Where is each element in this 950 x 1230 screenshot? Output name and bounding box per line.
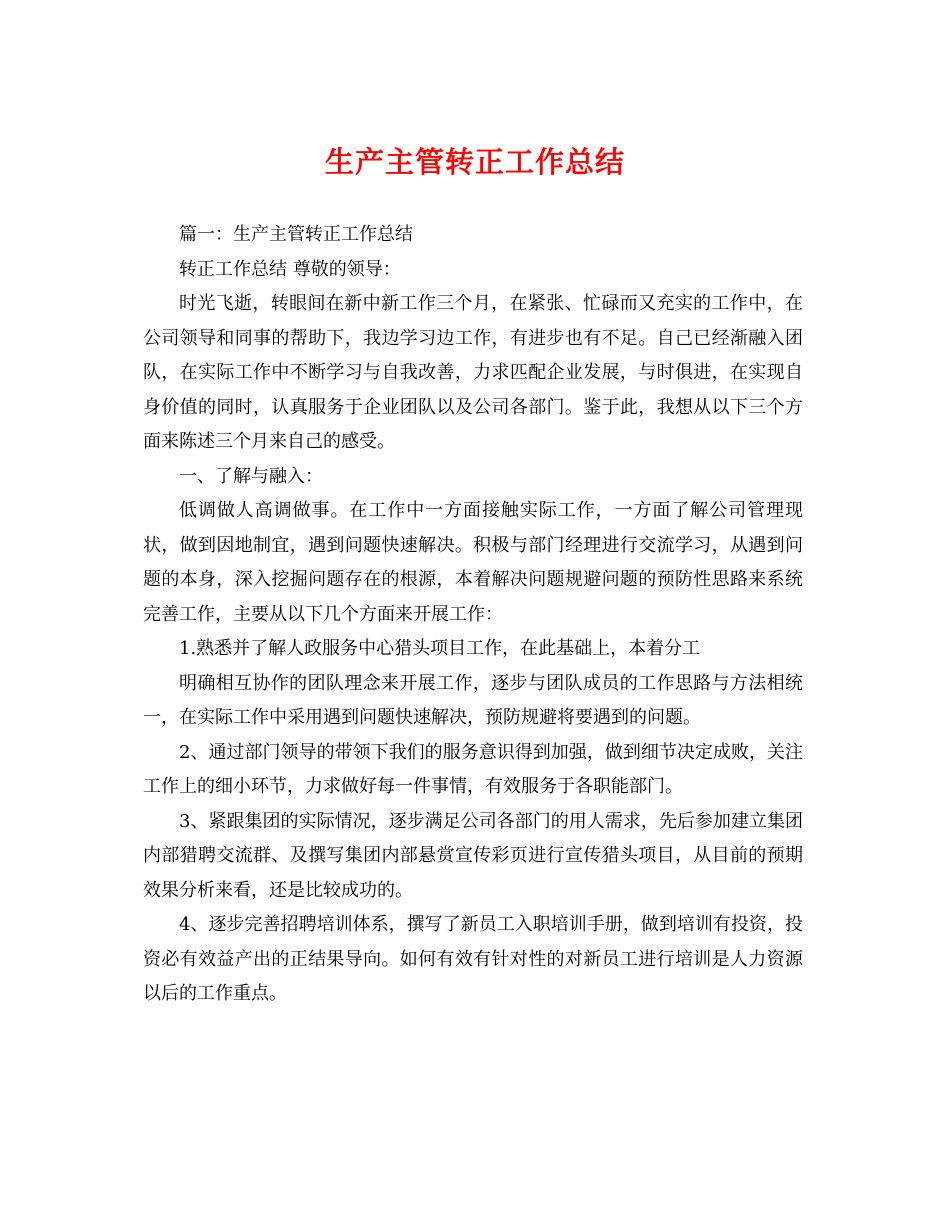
paragraph-item-3: 3、紧跟集团的实际情况，逐步满足公司各部门的用人需求，先后参加建立集团内部猎聘交流群、及撰写集团内部悬赏宣传彩页进行宣传猎头项目，从目前的预期效果分析来看，还是比较成功的。 [143,810,803,901]
paragraph-intro: 时光飞逝，转眼间在新中新工作三个月，在紧张、忙碌而又充实的工作中，在公司领导和同事的帮助下，我边学习边工作，有进步也有不足。自己已经渐融入团队，在实际工作中不断学习与自我改善，力求匹配企业发展，与时俱进，在实现自身价值的同时，认真服务于企业团队以及公司各部门。鉴于此，我想从以下三个方面来陈述三个月来自己的感受。 [143,293,803,452]
paragraph-salutation: 转正工作总结 尊敬的领导： [179,258,401,280]
document-body [143,218,803,1012]
paragraph-chapter-heading: 篇一：生产主管转正工作总结 [179,224,413,245]
paragraph-item-2: 2、通过部门领导的带领下我们的服务意识得到加强，做到细节决定成败，关注工作上的细小环节，力求做好每一件事情，有效服务于各职能部门。 [143,741,803,797]
paragraph-item-4: 4、逐步完善招聘培训体系，撰写了新员工入职培训手册，做到培训有投资，投资必有效益产出的正结果导向。如何有效有针对性的对新员工进行培训是人力资源以后的工作重点。 [143,914,803,1004]
paragraph-item-1: 1.熟悉并了解人政服务中心猎头项目工作，在此基础上，本着分工 [179,638,701,659]
document-title: 生产主管转正工作总结 [324,145,625,179]
paragraph-section-heading: 一、了解与融入： [179,465,323,487]
paragraph-section-body: 低调做人高调做事。在工作中一方面接触实际工作，一方面了解公司管理现状，做到因地制宜，遇到问题快速解决。积极与部门经理进行交流学习，从遇到问题的本身，深入挖掘问题存在的根源，本着解决问题规避问题的预防性思路来系统完善工作，主要从以下几个方面来开展工作： [143,500,803,625]
paragraph-item-1-continued: 明确相互协作的团队理念来开展工作，逐步与团队成员的工作思路与方法相统一，在实际工作中采用遇到问题快速解决，预防规避将要遇到的问题。 [143,672,803,728]
